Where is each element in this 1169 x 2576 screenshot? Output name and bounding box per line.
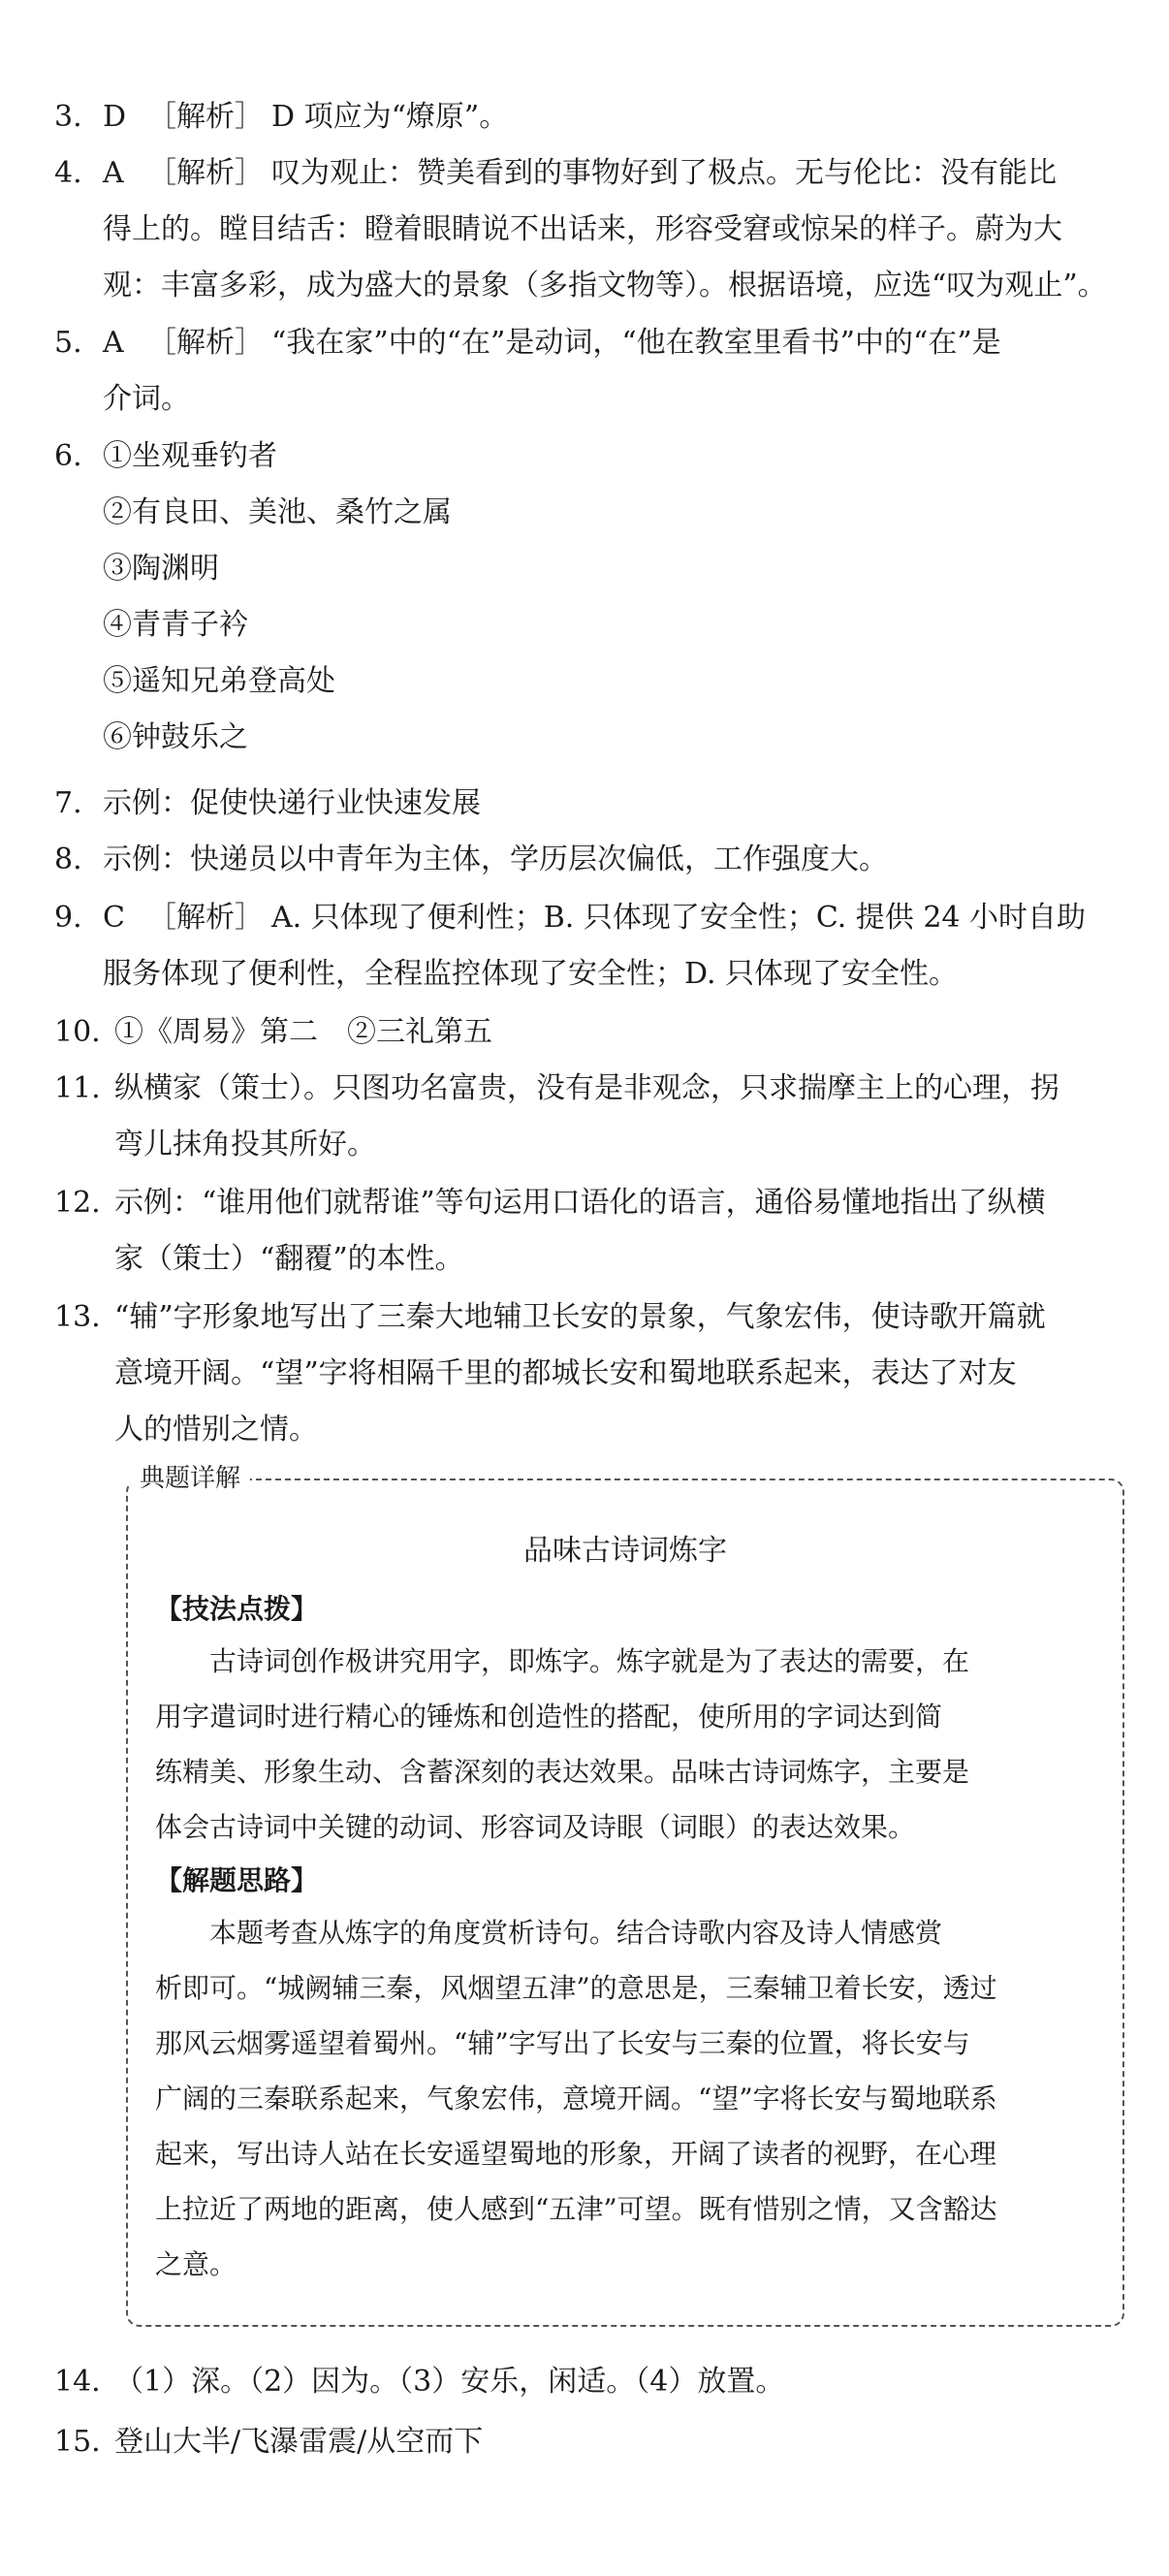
- solution-paragraph: [155, 1905, 1095, 2292]
- item-number: 3.: [54, 100, 82, 134]
- item-text: 示例：快递员以中青年为主体，学历层次偏低，工作强度大。: [103, 843, 888, 876]
- answer-item-12: [54, 1175, 1130, 1276]
- para-line: 本题考查从炼字的角度赏析诗句。结合诗歌内容及诗人情感赏: [155, 1917, 943, 1949]
- answer-item-15: [54, 2414, 1130, 2470]
- para-line: 用字遣词时进行精心的锤炼和创造性的搭配，使所用的字词达到简: [155, 1701, 943, 1733]
- item-text: 叹为观止：赞美看到的事物好到了极点。无与伦比：没有能比: [271, 156, 1057, 190]
- answer-item-4: [54, 145, 1130, 302]
- para-line: 古诗词创作极讲究用字，即炼字。炼字就是为了表达的需要，在: [155, 1645, 970, 1677]
- para-line: 上拉近了两地的距离，使人感到“五津”可望。既有惜别之情，又含豁达: [155, 2193, 997, 2225]
- answer-item-7: [54, 776, 1130, 832]
- item-number: 13.: [54, 1300, 101, 1334]
- item-text: 人的惜别之情。: [114, 1413, 318, 1447]
- answer-item-11: [54, 1061, 1130, 1161]
- item-text: 示例：“谁用他们就帮谁”等句运用口语化的语言，通俗易懂地指出了纵横: [114, 1186, 1046, 1220]
- item-number: 10.: [54, 1015, 101, 1049]
- item-number: 15.: [54, 2425, 101, 2459]
- item-option: C: [103, 901, 125, 935]
- item-number: 14.: [54, 2365, 101, 2399]
- technique-heading: 【技法点拨】: [155, 1593, 319, 1625]
- answer-item-8: [54, 832, 1130, 888]
- para-line: 体会古诗词中关键的动词、形容词及诗眼（词眼）的表达效果。: [155, 1811, 916, 1843]
- item-number: 4.: [54, 156, 82, 190]
- item-text: 介词。: [103, 382, 190, 416]
- answer-item-5: [54, 315, 1130, 416]
- analysis-tag: ［解析］: [147, 100, 264, 134]
- para-line: 那风云烟雾遥望着蜀州。“辅”字写出了长安与三秦的位置，将长安与: [155, 2027, 970, 2059]
- para-line: 之意。: [155, 2248, 237, 2280]
- para-line: 广阔的三秦联系起来，气象宏伟，意境开阔。“望”字将长安与蜀地联系: [155, 2083, 997, 2115]
- item-number: 7.: [54, 786, 82, 820]
- item-text: 服务体现了便利性，全程监控体现了安全性；D. 只体现了安全性。: [103, 957, 959, 991]
- item-number: 9.: [54, 901, 82, 935]
- item-text: 弯儿抹角投其所好。: [114, 1128, 376, 1161]
- item-text: 观：丰富多彩，成为盛大的景象（多指文物等）。根据语境，应选“叹为观止”。: [103, 269, 1107, 302]
- answer-item-10: [54, 1004, 1130, 1061]
- item-text: D 项应为“燎原”。: [271, 100, 509, 134]
- item-number: 11.: [54, 1071, 101, 1105]
- item-text: A. 只体现了便利性；B. 只体现了安全性；C. 提供 24 小时自助: [271, 901, 1087, 935]
- item-option: A: [103, 326, 124, 360]
- item-text: 纵横家（策士）。只图功名富贵，没有是非观念，只求揣摩主上的心理，拐: [114, 1071, 1059, 1105]
- solution-heading: 【解题思路】: [155, 1864, 319, 1896]
- answer-item-3: [54, 89, 1130, 145]
- item-text: ①坐观垂钓者: [103, 439, 277, 473]
- box-title: 品味古诗词炼字: [523, 1534, 727, 1568]
- item-number: 5.: [54, 326, 82, 360]
- technique-paragraph: [155, 1634, 1095, 1855]
- item-text: “我在家”中的“在”是动词，“他在教室里看书”中的“在”是: [271, 326, 1001, 360]
- item-text: 意境开阔。“望”字将相隔千里的都城长安和蜀地联系起来，表达了对友: [114, 1356, 1017, 1390]
- box-label: 典题详解: [130, 1464, 250, 1493]
- item-text: ⑤遥知兄弟登高处: [103, 664, 335, 698]
- answer-item-9: [54, 890, 1130, 991]
- item-text: 登山大半/飞瀑雷震/从空而下: [114, 2425, 484, 2459]
- item-text: “辅”字形象地写出了三秦大地辅卫长安的景象，气象宏伟，使诗歌开篇就: [114, 1300, 1046, 1334]
- item-option: A: [103, 156, 124, 190]
- item-text: 得上的。瞠目结舌：瞪着眼睛说不出话来，形容受窘或惊呆的样子。蔚为大: [103, 212, 1062, 246]
- item-text: ①《周易》第二 ②三礼第五: [114, 1015, 492, 1049]
- item-text: （1）深。（2）因为。（3）安乐，闲适。（4）放置。: [114, 2365, 785, 2399]
- answer-item-13: [54, 1289, 1130, 1447]
- item-text: ③陶渊明: [103, 552, 219, 586]
- item-text: 家（策士）“翻覆”的本性。: [114, 1242, 464, 1276]
- para-line: 练精美、形象生动、含蓄深刻的表达效果。品味古诗词炼字，主要是: [155, 1756, 970, 1788]
- para-line: 析即可。“城阙辅三秦，风烟望五津”的意思是，三秦辅卫着长安，透过: [155, 1972, 997, 2004]
- item-number: 8.: [54, 843, 82, 876]
- answer-item-14: [54, 2354, 1130, 2410]
- analysis-tag: ［解析］: [147, 156, 264, 190]
- item-number: 6.: [54, 439, 82, 473]
- item-text: ⑥钟鼓乐之: [103, 720, 248, 754]
- answer-item-6: [54, 429, 1130, 754]
- para-line: 起来，写出诗人站在长安遥望蜀地的形象，开阔了读者的视野，在心理: [155, 2138, 997, 2170]
- analysis-tag: ［解析］: [147, 326, 264, 360]
- analysis-tag: ［解析］: [147, 901, 264, 935]
- item-text: ④青青子衿: [103, 608, 248, 642]
- item-option: D: [103, 100, 127, 134]
- item-text: 示例：促使快递行业快速发展: [103, 786, 481, 820]
- item-number: 12.: [54, 1186, 101, 1220]
- item-text: ②有良田、美池、桑竹之属: [103, 495, 452, 529]
